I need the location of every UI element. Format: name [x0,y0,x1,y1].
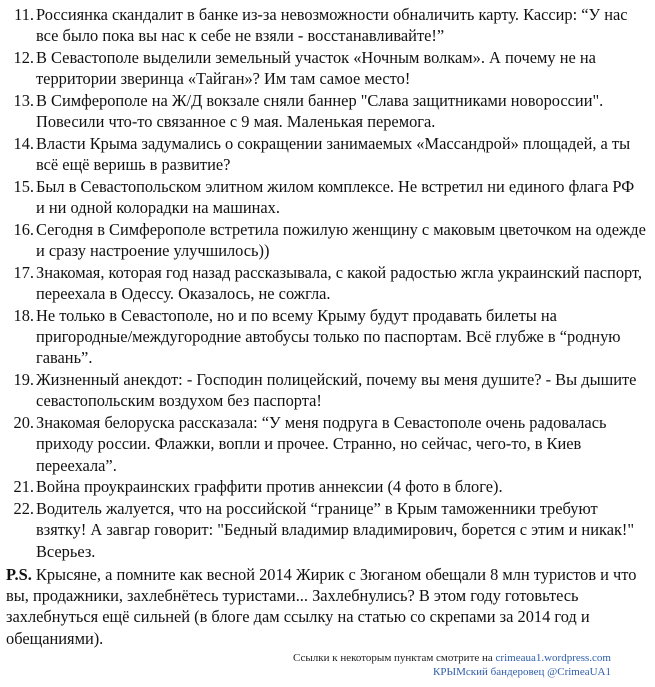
list-item [6,47,646,89]
list-item [6,176,646,218]
item-number: 20. [13,413,34,433]
item-number: 22. [13,499,34,519]
news-list [6,4,646,562]
item-text: Не только в Севастополе, но и по всему Крыму будут продавать билеты на пригородные/междугородние автобусы только по паспортам. Всё глубже в “родную гавань”. [36,306,621,368]
list-item [6,90,646,132]
list-item [6,476,646,497]
list-item [6,412,646,476]
list-item [6,262,646,304]
item-number: 21. [13,477,34,497]
postscript-label: P.S. [6,565,32,584]
list-item [6,219,646,261]
item-text: Знакомая белоруска рассказала: “У меня подруга в Севастополе очень радовалась приходу россии. Флажки, вопли и прочее. Странно, но сейчас, чего-то, в Киев переехала”. [36,413,607,475]
list-item [6,498,646,562]
footer-note-line [293,651,611,665]
postscript [6,564,646,649]
footer-note: Ссылки к некоторым пунктам смотрите на [293,652,496,664]
item-text: Война проукраинских граффити против аннексии (4 фото в блоге). [36,477,503,497]
item-number: 16. [13,220,34,239]
item-number: 13. [13,91,34,110]
item-number: 14. [13,134,34,153]
item-text: Был в Севастопольском элитном жилом комплексе. Не встретил ни единого флага РФ и ни одной колорадки на машинах. [36,177,635,218]
list-item [6,369,646,411]
item-text: Россиянка скандалит в банке из-за невозможности обналичить карту. Кассир: “У нас все было пока вы нас к себе не взяли - восстанавливайте!” [36,5,628,46]
item-number: 15. [13,177,34,196]
item-text: Власти Крыма задумались о сокращении занимаемых «Массандрой» площадей, а ты всё ещё веришь в развитие? [36,134,631,175]
item-text: Сегодня в Симферополе встретила пожилую женщину с маковым цветочком на одежде и сразу настроение улучшилось)) [36,220,646,261]
list-item [6,4,646,46]
footer-credit: КРЫМский бандеровец @CrimeaUA1 [433,666,611,678]
item-number: 11. [14,5,34,24]
item-text: Знакомая, которая год назад рассказывала, с какой радостью жгла украинский паспорт, переехала в Одессу. Оказалось, не сожгла. [36,263,643,304]
footer [293,651,611,679]
item-text: В Севастополе выделили земельный участок «Ночным волкам». А почему не на территории зверинца «Тайган»? Им там самое место! [36,48,596,89]
footer-link[interactable]: crimeaua1.wordpress.com [495,652,611,664]
item-number: 18. [13,306,34,325]
list-item [6,133,646,175]
list-item [6,305,646,369]
item-text: Водитель жалуется, что на российской “границе” в Крым таможенники требуют взятку! А завгар говорит: "Бедный владимир владимирович, борется с этим и никак!" Всерьез. [36,499,635,561]
item-number: 17. [13,263,34,282]
item-text: Жизненный анекдот: - Господин полицейский, почему вы меня душите? - Вы дышите севастопольским воздухом без паспорта! [36,370,637,411]
postscript-text: Крысяне, а помните как весной 2014 Жирик с Зюганом обещали 8 млн туристов и что вы, продажники, захлебнётесь туристами... Захлебнулись? В этом году готовьтесь захлебнуться ещё сильней (в блоге дам ссылку на статью со скрепами за 2014 год и обещаниями). [6,565,637,648]
item-number: 12. [13,48,34,67]
item-number: 19. [13,370,34,390]
item-text: В Симферополе на Ж/Д вокзале сняли баннер "Слава защитниками новороссии". Повесили что-то связанное с 9 мая. Маленькая перемога. [36,91,604,132]
